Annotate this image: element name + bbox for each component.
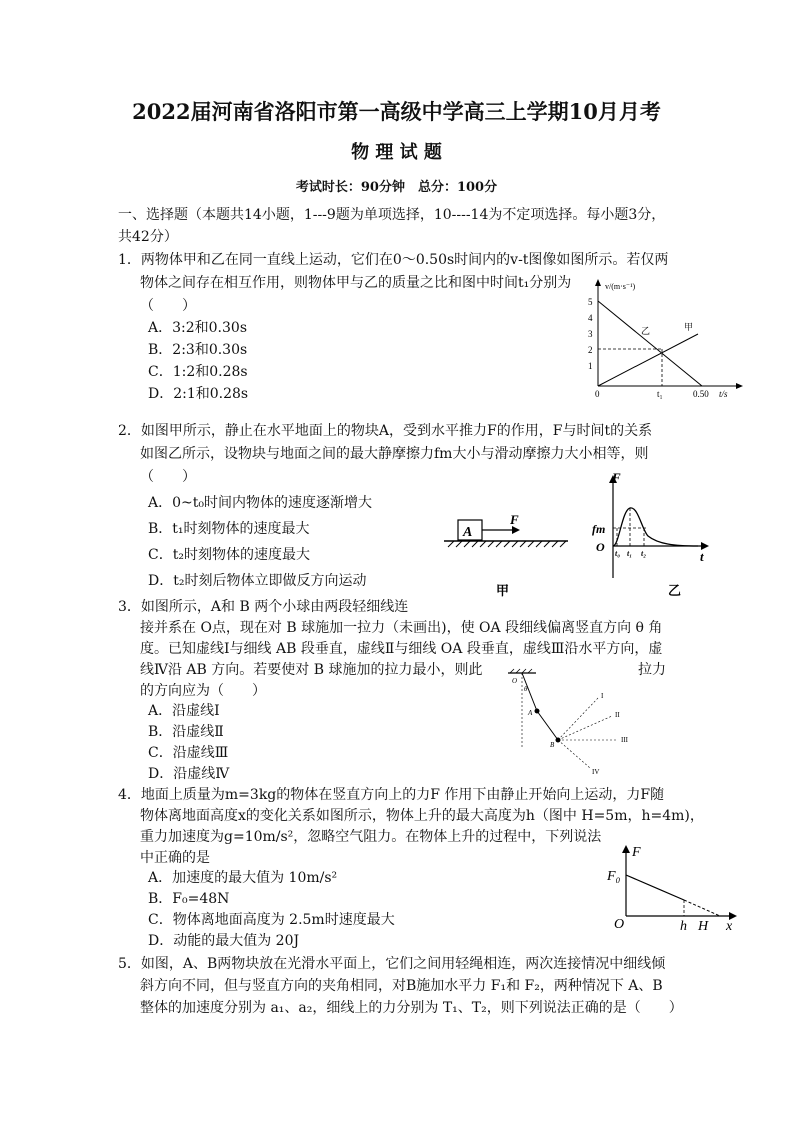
q3-stem-line4a: 线Ⅳ沿 AB 方向。若要使对 B 球施加的拉力最小，则此	[140, 662, 483, 678]
q1-graph-xlabel: t/s	[719, 389, 728, 399]
q3-stem-line4b: 拉力	[638, 662, 666, 678]
q2-caption-yi: 乙	[668, 583, 682, 598]
exam-subject: 物 理 试 题	[351, 142, 442, 163]
q2-option-c: C．t₂时刻物体的速度最大	[148, 547, 310, 563]
q4-stem-line1: 4．地面上质量为m=3kg的物体在竖直方向上的力F 作用下由静止开始向上运动，力F随	[118, 787, 665, 803]
q1-graph-label-jia: 甲	[684, 322, 694, 332]
q3-stem-line5: 的方向应为（ ）	[140, 683, 266, 699]
q3-stem-line1: 3．如图所示，A和 B 两个小球由两段轻细线连	[118, 599, 409, 615]
q2-figure-yi	[586, 470, 716, 600]
q3-label-ii: II	[615, 711, 620, 719]
q1-line-yi	[598, 301, 702, 386]
q2-option-d: D．t₂时刻后物体立即做反方向运动	[148, 573, 367, 589]
q3-option-b: B．沿虚线Ⅱ	[148, 724, 224, 740]
exam-title: 2022届河南省洛阳市第一高级中学高三上学期10月月考	[132, 99, 661, 124]
q4-graph-ylabel: F	[632, 845, 641, 860]
q4-stem-line3: 重力加速度为g=10m/s²，忽略空气阻力。在物体上升的过程中，下列说法	[140, 829, 602, 845]
q2-option-a: A．0~t₀时间内物体的速度逐渐增大	[148, 495, 372, 511]
q2-graph-origin: O	[596, 540, 605, 554]
q1-graph-origin: 0	[595, 389, 600, 399]
q4-figure	[604, 840, 749, 935]
exam-meta: 考试时长：90分钟 总分：100分	[295, 180, 498, 195]
q2-stem-line2: 如图乙所示，设物块与地面之间的最大静摩擦力fm大小与滑动摩擦力大小相等，则	[140, 446, 649, 462]
q1-graph-ytick-2: 2	[588, 345, 593, 355]
q1-graph-ytick-1: 1	[588, 361, 593, 371]
q5-stem-line3: 整体的加速度分别为 a₁、a₂，细线上的力分别为 T₁、T₂，则下列说法正确的是（ ）	[140, 1000, 683, 1016]
q2-graph-fm: fm	[592, 522, 606, 536]
q1-graph-ytick-4: 4	[588, 313, 593, 323]
q3-option-d: D．沿虚线Ⅳ	[148, 766, 230, 782]
q2-caption-jia: 甲	[496, 583, 510, 598]
q1-stem-line2: 物体之间存在相互作用，则物体甲与乙的质量之比和图中时间t₁分别为	[140, 275, 572, 291]
q3-label-o: O	[512, 677, 518, 685]
q1-graph-t-end: 0.50	[693, 389, 709, 399]
q3-label-iv: IV	[592, 768, 600, 776]
section-heading-line2: 共42分）	[118, 229, 178, 245]
q5-stem-line1: 5．如图，A、B两物块放在光滑水平面上，它们之间用轻绳相连，两次连接情况中细线倾	[118, 956, 666, 972]
q5-stem-line2: 斜方向不同，但与竖直方向的夹角相同，对B施加水平力 F₁和 F₂，两种情况下 A、B	[140, 978, 663, 994]
q3-stem-line2: 接并系在 O点，现在对 B 球施加一拉力（未画出)，使 OA 段细线偏离竖直方向 θ 角	[140, 620, 663, 636]
q4-stem-line2: 物体离地面高度x的变化关系如图所示，物体上升的最大高度为h（图中 H=5m，h=4m)，	[140, 808, 704, 824]
q2-bracket: （ ）	[140, 469, 196, 485]
q2-option-b: B．t₁时刻物体的速度最大	[148, 521, 310, 537]
q4-option-c: C．物体离地面高度为 2.5m时速度最大	[148, 912, 395, 928]
q3-label-b: B	[550, 741, 555, 749]
q3-label-i: I	[601, 692, 604, 700]
q2-graph-xlabel: t	[700, 549, 704, 564]
q3-figure	[500, 668, 670, 778]
q1-option-a: A．3:2和0.30s	[148, 320, 247, 336]
q2-force-label: F	[510, 512, 519, 527]
q4-graph-xlabel: x	[726, 919, 733, 934]
q1-graph-ytick-3: 3	[588, 329, 593, 339]
q4-option-d: D．动能的最大值为 20J	[148, 933, 300, 949]
q2-graph-t0: t₀	[615, 549, 621, 558]
q3-option-c: C．沿虚线Ⅲ	[148, 745, 229, 761]
q3-option-a: A．沿虚线Ⅰ	[148, 703, 220, 719]
section-heading-line1: 一、选择题（本题共14小题，1---9题为单项选择，10----14为不定项选择。每小题3分，	[118, 207, 666, 223]
q1-option-d: D．2:1和0.28s	[148, 386, 249, 402]
q4-graph-H: H	[698, 919, 709, 934]
q2-force-curve	[613, 508, 698, 546]
q4-graph-h: h	[680, 919, 687, 934]
q3-label-theta: θ	[524, 685, 528, 693]
q1-bracket: （ ）	[140, 298, 196, 314]
q2-graph-ylabel: F	[612, 470, 621, 485]
q3-ball-a	[535, 709, 540, 714]
q1-graph-t1: t₁	[657, 389, 663, 399]
q4-force-line	[626, 875, 684, 900]
q1-graph-ytick-5: 5	[588, 297, 593, 307]
q1-option-b: B．2:3和0.30s	[148, 342, 248, 358]
q2-stem-line1: 2．如图甲所示，静止在水平地面上的物块A，受到水平推力F的作用，F与时间t的关系	[118, 423, 653, 439]
q1-graph-ylabel: v/(m·s⁻¹)	[605, 282, 636, 291]
q4-option-b: B．F₀=48N	[148, 891, 230, 907]
q1-vt-graph	[585, 278, 755, 403]
q4-graph-f0: F₀	[607, 869, 621, 884]
q4-stem-line4: 中正确的是	[140, 850, 210, 866]
q3-label-iii: III	[621, 736, 628, 744]
q1-option-c: C．1:2和0.28s	[148, 364, 248, 380]
q2-graph-t1: t₁	[627, 549, 633, 558]
q3-stem-line3: 度。已知虚线Ⅰ与细线 AB 段垂直，虚线Ⅱ与细线 OA 段垂直，虚线Ⅲ沿水平方向，虚	[140, 641, 663, 657]
q2-figure-jia	[440, 505, 575, 600]
q2-graph-t2: t₂	[641, 549, 647, 558]
q1-graph-label-yi: 乙	[641, 326, 651, 336]
q2-block-label: A	[463, 525, 473, 540]
q4-graph-origin: O	[614, 917, 625, 932]
q3-label-a: A	[528, 709, 533, 717]
q4-option-a: A．加速度的最大值为 10m/s²	[148, 870, 338, 886]
q1-stem-line1: 1．两物体甲和乙在同一直线上运动，它们在0～0.50s时间内的v-t图像如图所示。若仅两	[118, 252, 669, 268]
